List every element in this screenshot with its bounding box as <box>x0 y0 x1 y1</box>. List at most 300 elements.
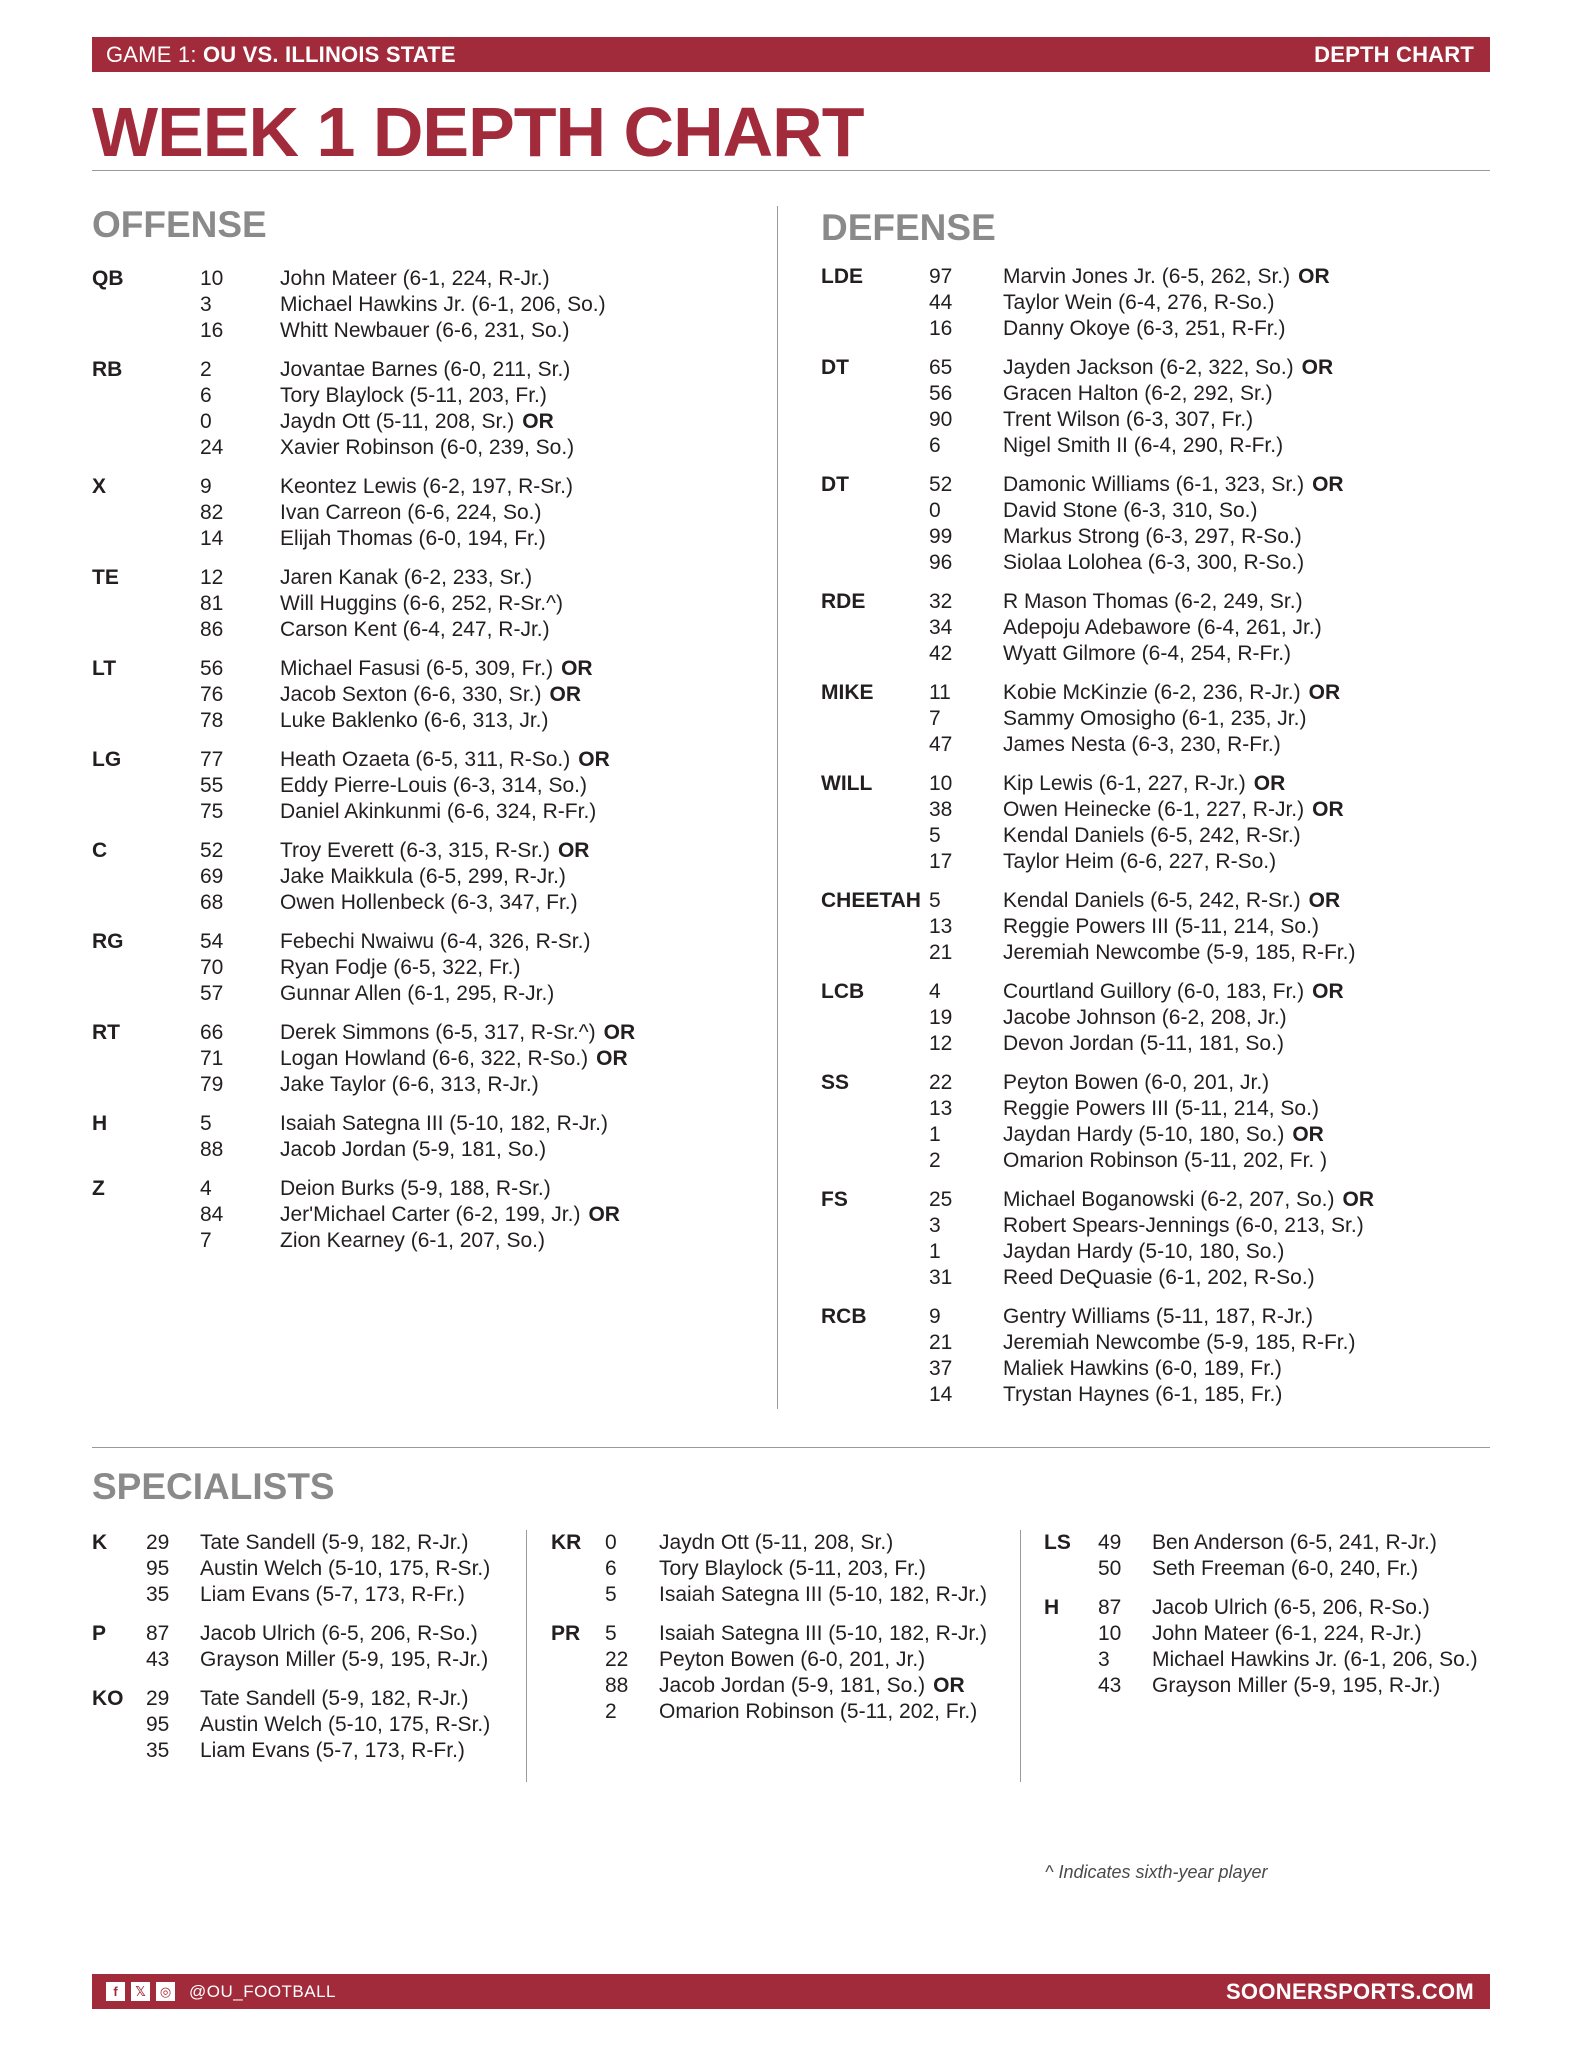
position-group <box>92 266 635 344</box>
player-name: Isaiah Sategna III (5-10, 182, R-Jr.) <box>280 1112 609 1135</box>
player-name: Tory Blaylock (5-11, 203, Fr.) <box>659 1557 926 1580</box>
or-marker: OR <box>522 410 554 433</box>
player-name: Gentry Williams (5-11, 187, R-Jr.) <box>1003 1305 1314 1328</box>
player-name: Grayson Miller (5-9, 195, R-Jr.) <box>200 1648 489 1671</box>
jersey-number: 71 <box>200 1047 224 1070</box>
player-name: Jacob Ulrich (6-5, 206, R-So.) <box>200 1622 478 1645</box>
position-group <box>92 474 635 552</box>
x-icon[interactable]: 𝕏 <box>131 1982 150 2001</box>
jersey-number: 77 <box>200 748 224 771</box>
position-group <box>821 1070 1374 1174</box>
jersey-number: 29 <box>146 1687 170 1710</box>
position-label: CHEETAH <box>821 889 921 912</box>
player-name: Will Huggins (6-6, 252, R-Sr.^) <box>280 592 563 615</box>
jersey-number: 10 <box>200 267 224 290</box>
offense-defense-divider <box>777 206 778 1409</box>
position-group <box>821 472 1374 576</box>
player-row <box>929 381 1333 407</box>
jersey-number: 22 <box>605 1648 629 1671</box>
player-row <box>200 292 606 318</box>
player-name: John Mateer (6-1, 224, R-Jr.) <box>1152 1622 1422 1645</box>
player-name: Devon Jordan (5-11, 181, So.) <box>1003 1032 1284 1055</box>
jersey-number: 84 <box>200 1203 224 1226</box>
player-name: Zion Kearney (6-1, 207, So.) <box>280 1229 545 1252</box>
jersey-number: 12 <box>200 566 224 589</box>
player-row <box>929 1070 1327 1096</box>
position-label: LCB <box>821 980 865 1003</box>
position-label: PR <box>551 1622 581 1645</box>
player-name: Courtland Guillory (6-0, 183, Fr.) <box>1003 980 1305 1003</box>
jersey-number: 95 <box>146 1713 170 1736</box>
player-name: Ryan Fodje (6-5, 322, Fr.) <box>280 956 521 979</box>
player-name: Jake Maikkula (6-5, 299, R-Jr.) <box>280 865 566 888</box>
position-group <box>92 1621 490 1673</box>
game-label: GAME 1: <box>106 41 197 67</box>
player-name: Jake Taylor (6-6, 313, R-Jr.) <box>280 1073 539 1096</box>
player-name: Kendal Daniels (6-5, 242, R-Sr.) <box>1003 824 1301 847</box>
or-marker: OR <box>549 683 581 706</box>
jersey-number: 78 <box>200 709 224 732</box>
player-name: Jovantae Barnes (6-0, 211, Sr.) <box>280 358 571 381</box>
player-row <box>929 771 1344 797</box>
player-name: Jaren Kanak (6-2, 233, Sr.) <box>280 566 533 589</box>
player-row <box>929 797 1344 823</box>
jersey-number: 25 <box>929 1188 953 1211</box>
position-label: RDE <box>821 590 866 613</box>
player-name: Tory Blaylock (5-11, 203, Fr.) <box>280 384 547 407</box>
player-row <box>200 799 610 825</box>
player-row <box>200 474 573 500</box>
or-marker: OR <box>588 1203 620 1226</box>
player-row <box>200 890 589 916</box>
jersey-number: 70 <box>200 956 224 979</box>
player-row <box>929 498 1344 524</box>
jersey-number: 16 <box>929 317 953 340</box>
position-label: MIKE <box>821 681 874 704</box>
jersey-number: 5 <box>605 1583 617 1606</box>
jersey-number: 52 <box>200 839 224 862</box>
player-row <box>200 1111 608 1137</box>
player-row <box>929 979 1344 1005</box>
jersey-number: 43 <box>1098 1674 1122 1697</box>
specialists-column-2 <box>551 1530 987 1738</box>
player-row <box>929 472 1344 498</box>
player-name: Robert Spears-Jennings (6-0, 213, Sr.) <box>1003 1214 1364 1237</box>
jersey-number: 5 <box>929 824 941 847</box>
player-row <box>1098 1530 1437 1556</box>
jersey-number: 17 <box>929 850 953 873</box>
or-marker: OR <box>1342 1188 1374 1211</box>
player-name: Derek Simmons (6-5, 317, R-Sr.^) <box>280 1021 596 1044</box>
defense-heading: DEFENSE <box>821 207 996 248</box>
player-row <box>200 1072 635 1098</box>
player-name: Reggie Powers III (5-11, 214, So.) <box>1003 915 1319 938</box>
player-name: Jeremiah Newcombe (5-9, 185, R-Fr.) <box>1003 1331 1356 1354</box>
player-row <box>146 1712 490 1738</box>
player-row <box>200 1046 635 1072</box>
jersey-number: 0 <box>605 1531 617 1554</box>
jersey-number: 31 <box>929 1266 953 1289</box>
or-marker: OR <box>603 1021 636 1044</box>
position-label: P <box>92 1622 107 1645</box>
player-name: Tate Sandell (5-9, 182, R-Jr.) <box>200 1687 469 1710</box>
jersey-number: 90 <box>929 408 953 431</box>
player-row <box>929 1005 1344 1031</box>
player-name: Omarion Robinson (5-11, 202, Fr.) <box>659 1700 978 1723</box>
jersey-number: 5 <box>200 1112 212 1135</box>
jersey-number: 99 <box>929 525 953 548</box>
player-name: Gunnar Allen (6-1, 295, R-Jr.) <box>280 982 555 1005</box>
or-marker: OR <box>561 657 593 680</box>
player-row <box>929 849 1344 875</box>
offense-list <box>92 266 635 1267</box>
position-label: WILL <box>821 772 873 795</box>
player-row <box>929 433 1333 459</box>
position-group <box>821 680 1374 758</box>
jersey-number: 87 <box>1098 1596 1122 1619</box>
player-row <box>200 1020 635 1046</box>
player-row <box>146 1621 488 1647</box>
jersey-number: 13 <box>929 915 953 938</box>
jersey-number: 68 <box>200 891 224 914</box>
player-row <box>929 1148 1327 1174</box>
player-name: Isaiah Sategna III (5-10, 182, R-Jr.) <box>659 1622 988 1645</box>
or-marker: OR <box>578 748 610 771</box>
jersey-number: 13 <box>929 1097 953 1120</box>
player-name: Damonic Williams (6-1, 323, Sr.) <box>1003 473 1305 496</box>
player-row <box>200 266 606 292</box>
specialists-heading: SPECIALISTS <box>92 1466 335 1507</box>
jersey-number: 88 <box>605 1674 629 1697</box>
title-divider <box>92 170 1490 171</box>
player-name: Owen Hollenbeck (6-3, 347, Fr.) <box>280 891 578 914</box>
player-row <box>929 316 1330 342</box>
position-label: RB <box>92 358 123 381</box>
or-marker: OR <box>1312 980 1344 1003</box>
player-row <box>929 1382 1355 1408</box>
player-name: Elijah Thomas (6-0, 194, Fr.) <box>280 527 546 550</box>
player-row <box>605 1556 987 1582</box>
player-name: Xavier Robinson (6-0, 239, So.) <box>280 436 575 459</box>
jersey-number: 54 <box>200 930 224 953</box>
player-name: Luke Baklenko (6-6, 313, Jr.) <box>280 709 549 732</box>
jersey-number: 86 <box>200 618 224 641</box>
player-row <box>1098 1621 1478 1647</box>
player-row <box>929 641 1322 667</box>
player-name: Siolaa Lolohea (6-3, 300, R-So.) <box>1003 551 1305 574</box>
footer-bar <box>92 1974 1490 2009</box>
jersey-number: 4 <box>200 1177 212 1200</box>
player-name: Jaydn Ott (5-11, 208, Sr.) <box>280 410 515 433</box>
player-row <box>929 1356 1355 1382</box>
position-label: C <box>92 839 108 862</box>
player-name: Markus Strong (6-3, 297, R-So.) <box>1003 525 1302 548</box>
jersey-number: 49 <box>1098 1531 1122 1554</box>
page-title: WEEK 1 DEPTH CHART <box>92 93 864 171</box>
jersey-number: 6 <box>200 384 212 407</box>
jersey-number: 19 <box>929 1006 953 1029</box>
player-name: Nigel Smith II (6-4, 290, R-Fr.) <box>1003 434 1284 457</box>
jersey-number: 88 <box>200 1138 224 1161</box>
player-name: Liam Evans (5-7, 173, R-Fr.) <box>200 1739 465 1762</box>
player-row <box>929 615 1322 641</box>
player-name: Trystan Haynes (6-1, 185, Fr.) <box>1003 1383 1283 1406</box>
player-name: Troy Everett (6-3, 315, R-Sr.) <box>280 839 550 862</box>
or-marker: OR <box>1301 356 1334 379</box>
player-row <box>929 888 1355 914</box>
jersey-number: 35 <box>146 1739 170 1762</box>
player-row <box>200 526 573 552</box>
player-name: Reggie Powers III (5-11, 214, So.) <box>1003 1097 1319 1120</box>
player-name: Jaydan Hardy (5-10, 180, So.) <box>1003 1123 1285 1146</box>
player-name: Keontez Lewis (6-2, 197, R-Sr.) <box>280 475 573 498</box>
player-name: Adepoju Adebawore (6-4, 261, Jr.) <box>1003 616 1322 639</box>
player-row <box>929 1031 1344 1057</box>
player-row <box>200 1228 620 1254</box>
player-name: James Nesta (6-3, 230, R-Fr.) <box>1003 733 1281 756</box>
player-name: Kobie McKinzie (6-2, 236, R-Jr.) <box>1003 681 1301 704</box>
player-name: Carson Kent (6-4, 247, R-Jr.) <box>280 618 550 641</box>
header-bar <box>92 37 1490 72</box>
position-label: H <box>1044 1596 1060 1619</box>
player-row <box>200 747 610 773</box>
player-name: Jayden Jackson (6-2, 322, So.) <box>1003 356 1294 379</box>
position-label: LS <box>1044 1531 1071 1554</box>
player-name: Michael Fasusi (6-5, 309, Fr.) <box>280 657 554 680</box>
player-row <box>605 1647 987 1673</box>
or-marker: OR <box>933 1674 965 1697</box>
position-group <box>821 888 1374 966</box>
player-row <box>929 1187 1374 1213</box>
player-name: Isaiah Sategna III (5-10, 182, R-Jr.) <box>659 1583 988 1606</box>
player-name: Heath Ozaeta (6-5, 311, R-So.) <box>280 748 571 771</box>
jersey-number: 69 <box>200 865 224 888</box>
position-label: RCB <box>821 1305 867 1328</box>
position-group <box>821 979 1374 1057</box>
player-name: John Mateer (6-1, 224, R-Jr.) <box>280 267 550 290</box>
player-name: Michael Hawkins Jr. (6-1, 206, So.) <box>1152 1648 1478 1671</box>
facebook-icon[interactable]: f <box>106 1982 125 2001</box>
player-name: Jacob Sexton (6-6, 330, Sr.) <box>280 683 542 706</box>
or-marker: OR <box>1312 473 1344 496</box>
or-marker: OR <box>1308 681 1341 704</box>
position-label: LT <box>92 657 117 680</box>
player-row <box>929 1096 1327 1122</box>
jersey-number: 14 <box>929 1383 953 1406</box>
jersey-number: 6 <box>929 434 941 457</box>
jersey-number: 34 <box>929 616 953 639</box>
player-row <box>929 264 1330 290</box>
player-name: Michael Hawkins Jr. (6-1, 206, So.) <box>280 293 606 316</box>
position-label: KO <box>92 1687 124 1710</box>
or-marker: OR <box>1292 1123 1324 1146</box>
jersey-number: 38 <box>929 798 953 821</box>
player-name: Ivan Carreon (6-6, 224, So.) <box>280 501 542 524</box>
position-group <box>92 656 635 734</box>
position-label: RG <box>92 930 124 953</box>
player-row <box>605 1530 987 1556</box>
jersey-number: 0 <box>929 499 941 522</box>
position-group <box>821 771 1374 875</box>
specialists-divider-2 <box>1020 1530 1021 1782</box>
player-name: Marvin Jones Jr. (6-5, 262, Sr.) <box>1003 265 1291 288</box>
position-label: KR <box>551 1531 582 1554</box>
player-row <box>929 355 1333 381</box>
player-row <box>1098 1556 1437 1582</box>
player-row <box>200 773 610 799</box>
or-marker: OR <box>1253 772 1286 795</box>
jersey-number: 3 <box>929 1214 941 1237</box>
jersey-number: 1 <box>929 1240 941 1263</box>
jersey-number: 66 <box>200 1021 224 1044</box>
player-name: Austin Welch (5-10, 175, R-Sr.) <box>200 1713 491 1736</box>
position-group <box>92 357 635 461</box>
specialists-column-3 <box>1044 1530 1478 1712</box>
specialists-divider-1 <box>526 1530 527 1782</box>
player-row <box>200 929 590 955</box>
player-name: Taylor Wein (6-4, 276, R-So.) <box>1003 291 1275 314</box>
player-row <box>200 864 589 890</box>
player-row <box>929 1330 1355 1356</box>
player-name: Daniel Akinkunmi (6-6, 324, R-Fr.) <box>280 800 597 823</box>
jersey-number: 24 <box>200 436 224 459</box>
position-label: QB <box>92 267 124 290</box>
player-name: David Stone (6-3, 310, So.) <box>1003 499 1258 522</box>
position-group <box>551 1621 987 1725</box>
position-label: X <box>92 475 107 498</box>
player-name: Kendal Daniels (6-5, 242, R-Sr.) <box>1003 889 1301 912</box>
player-row <box>200 409 574 435</box>
position-label: H <box>92 1112 108 1135</box>
position-group <box>821 355 1374 459</box>
defense-list <box>821 264 1374 1421</box>
jersey-number: 96 <box>929 551 953 574</box>
instagram-icon[interactable]: ◎ <box>156 1982 175 2001</box>
player-name: Maliek Hawkins (6-0, 189, Fr.) <box>1003 1357 1282 1380</box>
jersey-number: 3 <box>1098 1648 1110 1671</box>
player-row <box>929 1122 1327 1148</box>
player-row <box>605 1673 987 1699</box>
player-name: Wyatt Gilmore (6-4, 254, R-Fr.) <box>1003 642 1292 665</box>
jersey-number: 55 <box>200 774 224 797</box>
player-row <box>929 823 1344 849</box>
jersey-number: 21 <box>929 1331 953 1354</box>
player-row <box>146 1582 490 1608</box>
position-group <box>821 264 1374 342</box>
player-name: Jacob Jordan (5-9, 181, So.) <box>280 1138 547 1161</box>
jersey-number: 82 <box>200 501 224 524</box>
player-name: Sammy Omosigho (6-1, 235, Jr.) <box>1003 707 1307 730</box>
jersey-number: 9 <box>929 1305 941 1328</box>
player-name: Liam Evans (5-7, 173, R-Fr.) <box>200 1583 465 1606</box>
player-name: Jeremiah Newcombe (5-9, 185, R-Fr.) <box>1003 941 1356 964</box>
or-marker: OR <box>557 839 590 862</box>
jersey-number: 5 <box>929 889 941 912</box>
position-label: TE <box>92 566 119 589</box>
player-name: Trent Wilson (6-3, 307, Fr.) <box>1003 408 1254 431</box>
player-name: Grayson Miller (5-9, 195, R-Jr.) <box>1152 1674 1441 1697</box>
player-name: Eddy Pierre-Louis (6-3, 314, So.) <box>280 774 587 797</box>
player-row <box>929 524 1344 550</box>
jersey-number: 42 <box>929 642 953 665</box>
jersey-number: 37 <box>929 1357 953 1380</box>
player-name: Logan Howland (6-6, 322, R-So.) <box>280 1047 589 1070</box>
player-row <box>929 914 1355 940</box>
player-row <box>200 435 574 461</box>
player-row <box>605 1621 987 1647</box>
player-row <box>929 706 1340 732</box>
player-name: Tate Sandell (5-9, 182, R-Jr.) <box>200 1531 469 1554</box>
player-name: Febechi Nwaiwu (6-4, 326, R-Sr.) <box>280 930 591 953</box>
jersey-number: 0 <box>200 410 212 433</box>
player-row <box>146 1738 490 1764</box>
player-name: R Mason Thomas (6-2, 249, Sr.) <box>1003 590 1303 613</box>
position-label: SS <box>821 1071 850 1094</box>
position-group <box>821 1304 1374 1408</box>
player-row <box>200 708 593 734</box>
position-label: K <box>92 1531 108 1554</box>
player-name: Ben Anderson (6-5, 241, R-Jr.) <box>1152 1531 1437 1554</box>
position-group <box>92 1530 490 1608</box>
player-row <box>929 407 1333 433</box>
player-row <box>146 1686 490 1712</box>
game-matchup <box>106 42 456 68</box>
jersey-number: 1 <box>929 1123 941 1146</box>
social-handle[interactable]: @OU_FOOTBALL <box>189 1981 337 2001</box>
player-row <box>1098 1595 1478 1621</box>
jersey-number: 44 <box>929 291 953 314</box>
jersey-number: 29 <box>146 1531 170 1554</box>
jersey-number: 2 <box>929 1149 941 1172</box>
position-group <box>821 1187 1374 1291</box>
player-name: Jacob Jordan (5-9, 181, So.) <box>659 1674 926 1697</box>
jersey-number: 47 <box>929 733 953 756</box>
footnote: ^ Indicates sixth-year player <box>1045 1862 1268 1882</box>
position-group <box>821 589 1374 667</box>
player-row <box>200 617 563 643</box>
jersey-number: 5 <box>605 1622 617 1645</box>
jersey-number: 22 <box>929 1071 953 1094</box>
jersey-number: 52 <box>929 473 953 496</box>
player-row <box>929 290 1330 316</box>
player-name: Michael Boganowski (6-2, 207, So.) <box>1003 1188 1335 1211</box>
player-name: Kip Lewis (6-1, 227, R-Jr.) <box>1003 772 1246 795</box>
jersey-number: 56 <box>929 382 953 405</box>
player-row <box>200 565 563 591</box>
player-row <box>929 589 1322 615</box>
player-name: Jaydn Ott (5-11, 208, Sr.) <box>659 1531 894 1554</box>
player-row <box>200 1202 620 1228</box>
position-group <box>92 929 635 1007</box>
jersey-number: 56 <box>200 657 224 680</box>
player-name: Austin Welch (5-10, 175, R-Sr.) <box>200 1557 491 1580</box>
position-group <box>92 1111 635 1163</box>
player-row <box>200 656 593 682</box>
player-name: Jaydan Hardy (5-10, 180, So.) <box>1003 1240 1285 1263</box>
player-name: Seth Freeman (6-0, 240, Fr.) <box>1152 1557 1419 1580</box>
jersey-number: 57 <box>200 982 224 1005</box>
jersey-number: 16 <box>200 319 224 342</box>
website-link[interactable]: SOONERSPORTS.COM <box>1225 1978 1474 2004</box>
player-name: Omarion Robinson (5-11, 202, Fr. ) <box>1003 1149 1328 1172</box>
player-row <box>200 591 563 617</box>
player-name: Gracen Halton (6-2, 292, Sr.) <box>1003 382 1273 405</box>
jersey-number: 2 <box>200 358 212 381</box>
position-group <box>92 747 635 825</box>
or-marker: OR <box>1298 265 1330 288</box>
player-row <box>605 1582 987 1608</box>
jersey-number: 21 <box>929 941 953 964</box>
